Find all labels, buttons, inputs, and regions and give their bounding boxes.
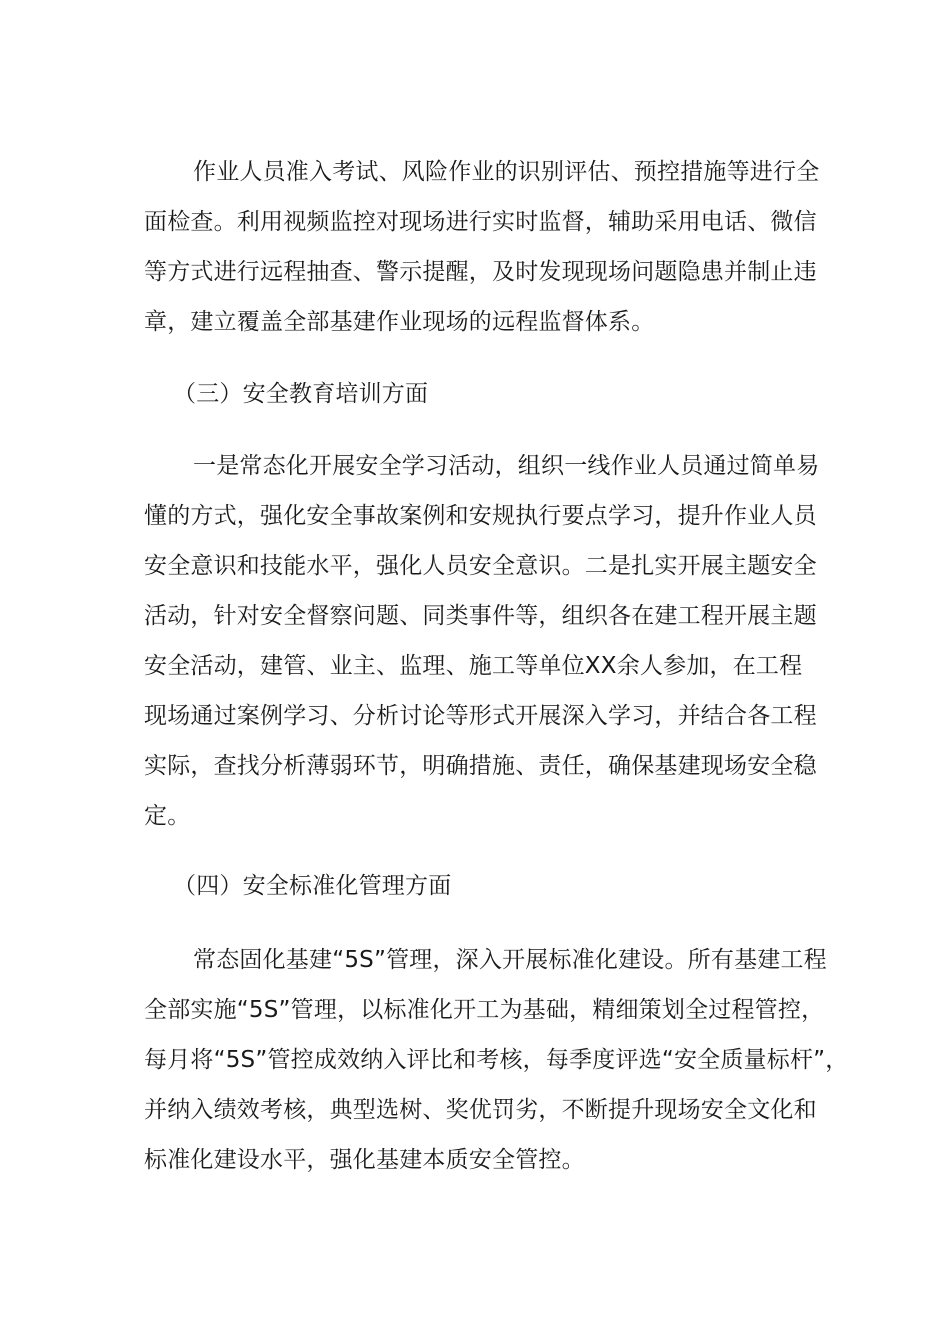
paragraph-2-line: 懂的方式，强化安全事故案例和安规执行要点学习，提升作业人员 — [144, 503, 817, 529]
paragraph-3-line: 常态固化基建“5S”管理，深入开展标准化建设。所有基建工程 — [193, 947, 827, 973]
paragraph-1-line: 作业人员准入考试、风险作业的识别评估、预控措施等进行全 — [193, 159, 820, 185]
paragraph-1-line: 面检查。利用视频监控对现场进行实时监督，辅助采用电话、微信 — [144, 209, 817, 235]
paragraph-3-line: 并纳入绩效考核，典型选树、奖优罚劣，不断提升现场安全文化和 — [144, 1097, 817, 1123]
paragraph-3-line: 全部实施“5S”管理，以标准化开工为基础，精细策划全过程管控， — [144, 997, 825, 1023]
paragraph-2-line: 安全意识和技能水平，强化人员安全意识。二是扎实开展主题安全 — [144, 553, 817, 579]
paragraph-1-line: 等方式进行远程抽查、警示提醒，及时发现现场问题隐患并制止违 — [144, 259, 817, 285]
paragraph-2-line: 定。 — [144, 803, 191, 829]
section-heading-4: （四）安全标准化管理方面 — [173, 873, 452, 899]
section-heading-3: （三）安全教育培训方面 — [173, 381, 429, 407]
paragraph-2-line: 实际，查找分析薄弱环节，明确措施、责任，确保基建现场安全稳 — [144, 753, 817, 779]
paragraph-2-line: 现场通过案例学习、分析讨论等形式开展深入学习，并结合各工程 — [144, 703, 817, 729]
paragraph-2-line: 一是常态化开展安全学习活动，组织一线作业人员通过简单易 — [193, 453, 820, 479]
paragraph-3-line: 每月将“5S”管控成效纳入评比和考核，每季度评选“安全质量标杆”， — [144, 1047, 849, 1073]
paragraph-3-line: 标准化建设水平，强化基建本质安全管控。 — [144, 1147, 585, 1173]
paragraph-1-line: 章，建立覆盖全部基建作业现场的远程监督体系。 — [144, 309, 655, 335]
paragraph-2-line: 活动，针对安全督察问题、同类事件等，组织各在建工程开展主题 — [144, 603, 817, 629]
paragraph-2-line: 安全活动，建管、业主、监理、施工等单位XX余人参加，在工程 — [144, 653, 803, 679]
